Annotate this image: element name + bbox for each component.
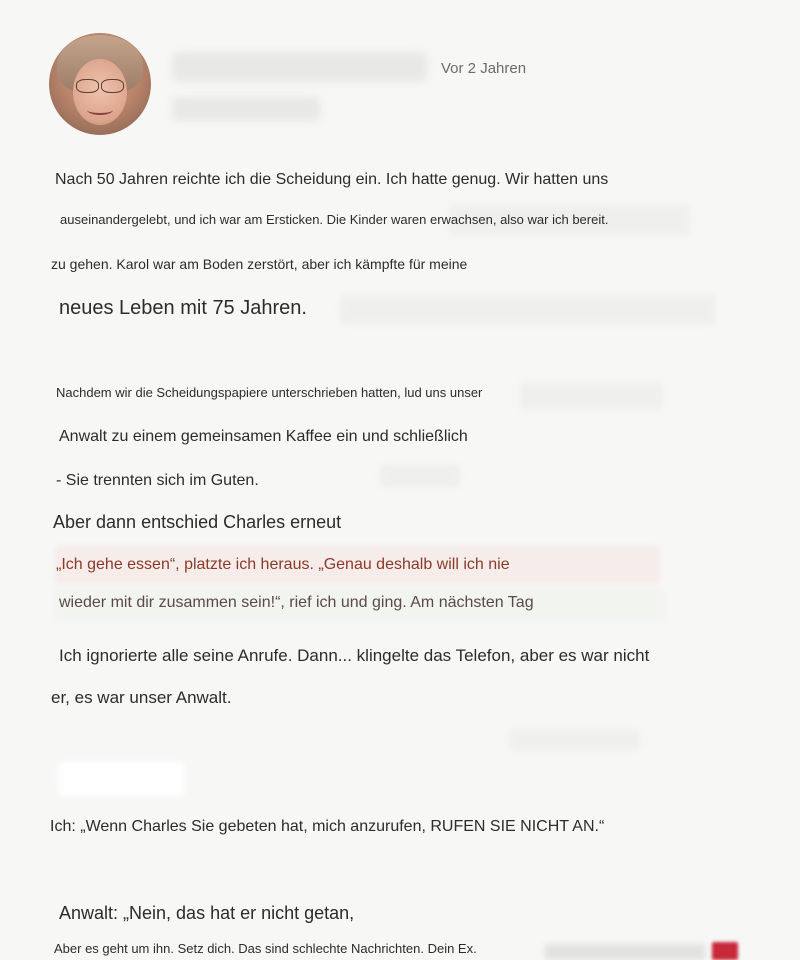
story-line-13: Ich: „Wenn Charles Sie gebeten hat, mich anzurufen, RUFEN SIE NICHT AN.“ (50, 818, 605, 835)
story-line-11: Ich ignorierte alle seine Anrufe. Dann... klingelte das Telefon, aber es war nicht (59, 646, 650, 665)
post-timestamp: Vor 2 Jahren (441, 60, 527, 77)
story-line-15: Aber es geht um ihn. Setz dich. Das sind schlechte Nachrichten. Dein Ex. (54, 941, 477, 956)
ghost-text-artifact (380, 465, 460, 487)
story-line-4: neues Leben mit 75 Jahren. (59, 297, 307, 319)
ghost-text-artifact (58, 762, 184, 796)
ghost-text-artifact (545, 944, 705, 960)
red-corner-mark (712, 942, 738, 960)
ghost-text-artifact (340, 294, 715, 324)
avatar-glasses (73, 79, 127, 91)
story-line-14: Anwalt: „Nein, das hat er nicht getan, (59, 903, 355, 923)
story-line-7: - Sie trennten sich im Guten. (56, 472, 259, 489)
story-line-6: Anwalt zu einem gemeinsamen Kaffee ein und schließlich (59, 428, 468, 445)
story-line-2: auseinandergelebt, und ich war am Ersticken. Die Kinder waren erwachsen, also war ich bereit. (60, 212, 609, 227)
story-line-3: zu gehen. Karol war am Boden zerstört, aber ich kämpfte für meine (51, 256, 468, 272)
author-avatar[interactable] (49, 33, 151, 135)
blurred-author-name (172, 52, 427, 82)
story-line-1: Nach 50 Jahren reichte ich die Scheidung ein. Ich hatte genug. Wir hatten uns (55, 171, 609, 188)
story-line-12: er, es war unser Anwalt. (51, 688, 232, 707)
ghost-text-artifact (510, 730, 640, 750)
story-line-9: „Ich gehe essen“, platzte ich heraus. „Genau deshalb will ich nie (56, 556, 510, 573)
story-line-10: wieder mit dir zusammen sein!“, rief ich und ging. Am nächsten Tag (59, 594, 534, 611)
avatar-smile (87, 105, 113, 115)
ghost-text-artifact (520, 382, 662, 410)
blurred-author-source (172, 97, 320, 121)
story-line-5: Nachdem wir die Scheidungspapiere unterschrieben hatten, lud uns unser (56, 385, 483, 400)
story-line-8: Aber dann entschied Charles erneut (53, 512, 342, 532)
